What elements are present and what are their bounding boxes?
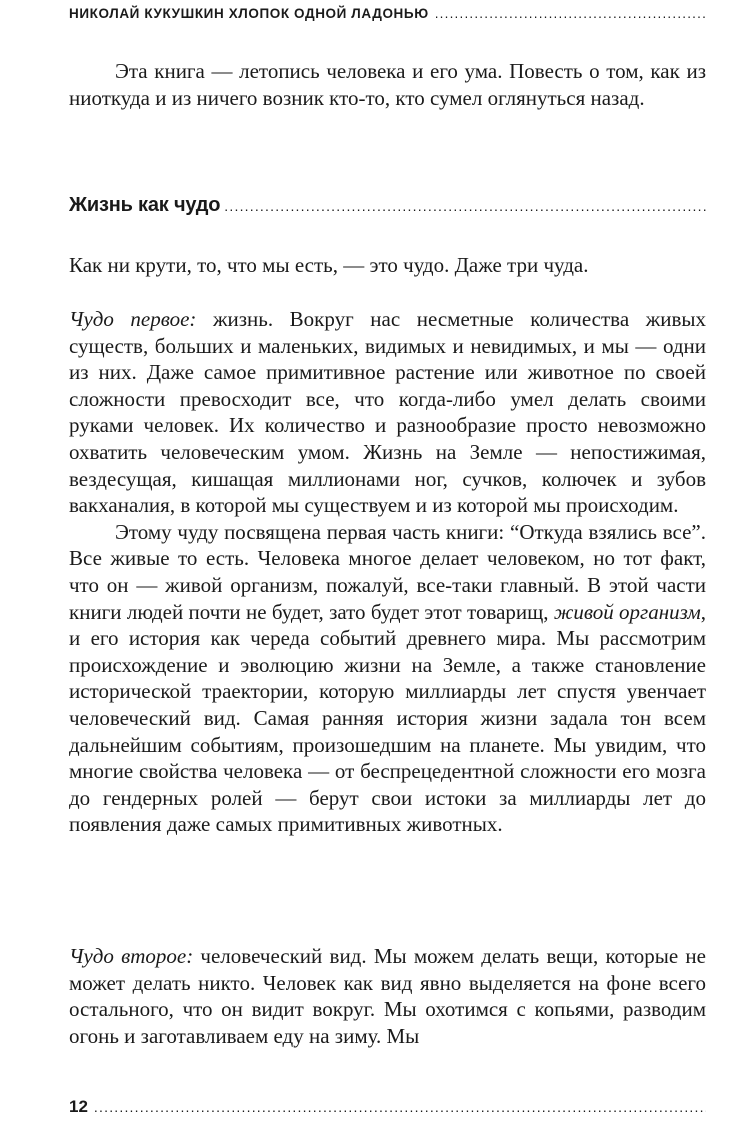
second-miracle-label: Чудо второе: [69, 944, 194, 968]
running-footer [69, 1097, 706, 1117]
header-dot-leader [435, 6, 706, 21]
first-miracle-block [69, 306, 706, 838]
running-header [69, 6, 706, 21]
first-miracle-label: Чудо первое: [69, 307, 197, 331]
intro-paragraph [69, 58, 706, 111]
section-heading-row [69, 194, 706, 217]
first-miracle-paragraph [69, 306, 706, 519]
running-title: НИКОЛАЙ КУКУШКИН ХЛОПОК ОДНОЙ ЛАДОНЬЮ [69, 6, 429, 21]
first-miracle-continuation [69, 519, 706, 838]
page-number: 12 [69, 1097, 88, 1116]
continuation-text-a: Этому чуду посвящена первая часть книги: “Откуда взялись все”. Все живые то есть. Человека многое делает человеком, но тот факт, что он — живой организм, пожалуй, все-таки главный. В этой части книги людей почти не будет, зато будет этот товарищ, [69, 519, 706, 624]
continuation-text-b: , и его история как череда событий древнего мира. Мы рассмотрим происхождение и эволюцию жизни на Земле, а также становление исторической траектории, которую миллиарды лет спустя увенчает человеческий вид. Самая ранняя история жизни задала тон всем дальнейшим событиям, произошедшим на планете. Мы увидим, что многие свойства человека — от беспрецедентной сложности его мозга до гендерных ролей — берут свои истоки за миллиарды лет до появления даже самых примитивных животных. [69, 599, 706, 837]
first-miracle-text: жизнь. Вокруг нас несметные количества живых существ, больших и маленьких, видимых и невидимых, и мы — одни из них. Даже самое примитивное растение или животное по своей сложности превосходит все, что когда-либо умел делать своими руками человек. Их количество и разнообразие просто невозможно охватить человеческим умом. Жизнь на Земле — непостижимая, вездесущая, кишащая миллионами ног, сучков, колючек и зубов вакханалия, в которой мы существуем и из которой мы происходим. [69, 307, 706, 518]
footer-dot-leader [94, 1099, 706, 1115]
section-heading: Жизнь как чудо [69, 194, 221, 216]
second-miracle-paragraph [69, 943, 706, 1049]
second-miracle-block [69, 943, 706, 1049]
lead-text: Как ни крути, то, что мы есть, — это чудо. Даже три чуда. [69, 253, 589, 277]
intro-text: Эта книга — летопись человека и его ума. Повесть о том, как из ниоткуда и из ничего возник кто-то, кто сумел оглянуться назад. [69, 59, 706, 110]
heading-dot-leader [224, 198, 706, 214]
continuation-emphasis: живой организм [553, 599, 701, 624]
lead-paragraph [69, 252, 706, 279]
second-miracle-text: человеческий вид. Мы можем делать вещи, которые не может делать никто. Человек как вид явно выделяется на фоне всего остального, что он видит вокруг. Мы охотимся с копьями, разводим огонь и заготавливаем еду на зиму. Мы [69, 944, 706, 1048]
